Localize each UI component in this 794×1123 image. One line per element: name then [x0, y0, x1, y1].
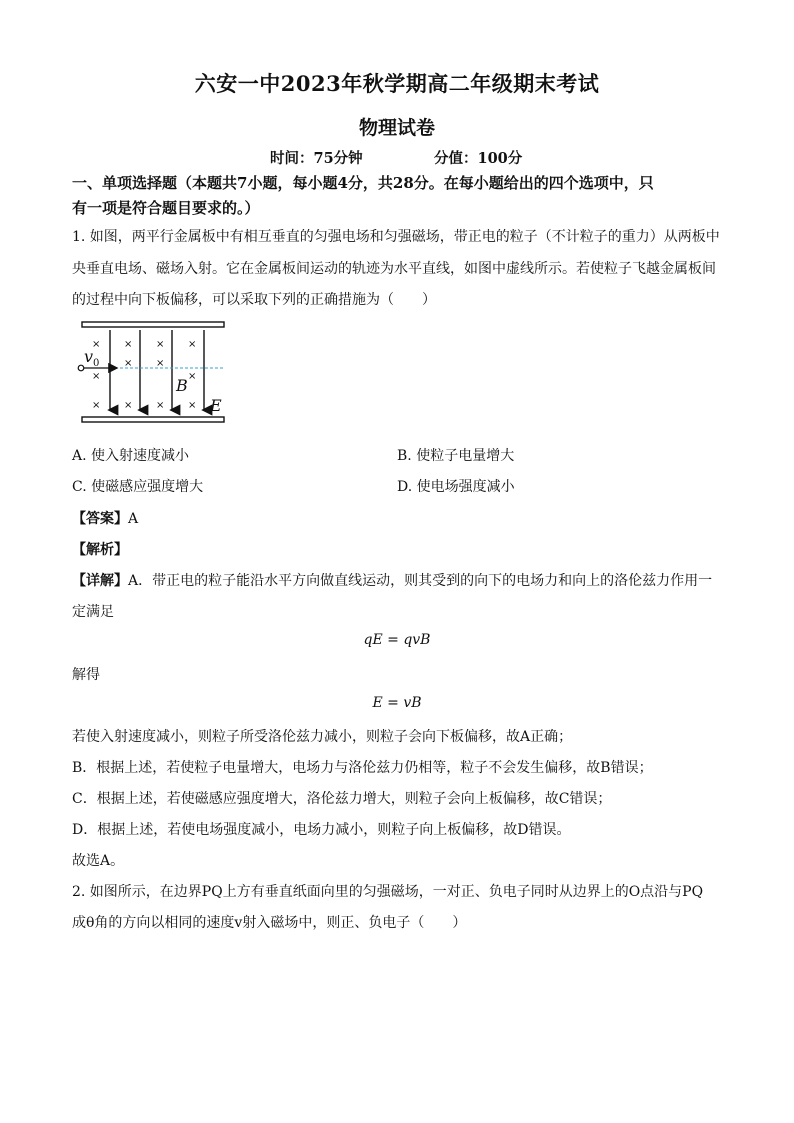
q2-stem-line1: 2. 如图所示，在边界PQ上方有垂直纸面向里的匀强磁场，一对正、负电子同时从边界上的O点沿与PQ: [72, 884, 704, 900]
b-cross: ×: [124, 339, 133, 350]
solve-label: 解得: [72, 667, 100, 683]
section-heading-line1: 一、单项选择题（本题共7小题，每小题4分，共28分。在每小题给出的四个选项中，只: [72, 174, 654, 192]
v0-label: $v_0$: [84, 347, 100, 369]
particle-entry-point: [78, 365, 84, 371]
formula-e-vb: E = vB: [372, 695, 422, 711]
q1-detail-line1: 【详解】A．带正电的粒子能沿水平方向做直线运动，则其受到的向下的电场力和向上的洛伦兹力作用一: [72, 573, 713, 589]
exam-title: 六安一中2023年秋学期高二年级期末考试: [194, 71, 600, 96]
b-cross: ×: [188, 400, 197, 411]
b-cross: ×: [124, 358, 133, 369]
b-cross: ×: [124, 400, 133, 411]
b-cross: ×: [156, 400, 165, 411]
detail-tag: 【详解】: [72, 573, 128, 589]
q1-stem-line3: 的过程中向下板偏移，可以采取下列的正确措施为（ ）: [72, 292, 436, 308]
q1-explain-c: C．根据上述，若使磁感应强度增大，洛伦兹力增大，则粒子会向上板偏移，故C错误；: [72, 791, 612, 807]
answer-tag: 【答案】: [72, 511, 128, 527]
analysis-tag: 【解析】: [72, 542, 128, 558]
q2-stem-line2: 成θ角的方向以相同的速度v射入磁场中，则正、负电子（ ）: [72, 915, 467, 931]
q1-stem-line2: 央垂直电场、磁场入射。它在金属板间运动的轨迹为水平直线，如图中虚线所示。若使粒子飞越金属板间: [72, 261, 716, 277]
q1-option-c: C. 使磁感应强度增大: [72, 479, 204, 495]
b-cross: ×: [92, 339, 101, 350]
q1-stem-line1: 1. 如图，两平行金属板中有相互垂直的匀强电场和匀强磁场，带正电的粒子（不计粒子的重力）从两板中: [72, 229, 720, 245]
q1-field-diagram: [72, 318, 242, 428]
exam-score: 分值：100分: [434, 150, 523, 167]
b-cross: ×: [156, 339, 165, 350]
q1-option-b: B. 使粒子电量增大: [397, 448, 515, 464]
magnetic-field-crosses: [92, 339, 196, 411]
b-cross: ×: [188, 371, 197, 382]
b-label: B: [176, 376, 188, 395]
top-plate: [82, 322, 224, 327]
q1-option-d: D. 使电场强度减小: [397, 479, 515, 495]
q1-explain-d: D．根据上述，若使电场强度减小，电场力减小，则粒子向上板偏移，故D错误。: [72, 822, 571, 838]
section-heading-line2: 有一项是符合题目要求的。）: [72, 199, 260, 217]
q1-option-a: A. 使入射速度减小: [72, 448, 190, 464]
exam-time: 时间：75分钟: [270, 150, 363, 167]
q1-answer: [72, 508, 138, 528]
bottom-plate: [82, 417, 224, 422]
q1-explain-b: B．根据上述，若使粒子电量增大，电场力与洛伦兹力仍相等，粒子不会发生偏移，故B错误；: [72, 760, 653, 776]
formula-qe-qvb: qE = qvB: [363, 632, 431, 648]
e-label: E: [210, 396, 222, 415]
b-cross: ×: [188, 339, 197, 350]
exam-subtitle: 物理试卷: [358, 117, 435, 139]
b-cross: ×: [156, 358, 165, 369]
q1-conclusion: 故选A。: [72, 853, 125, 869]
answer-value: A: [128, 511, 139, 527]
b-cross: ×: [92, 400, 101, 411]
q1-explain-a: 若使入射速度减小，则粒子所受洛伦兹力减小，则粒子会向下板偏移，故A正确；: [72, 729, 573, 745]
q1-detail-line2: 定满足: [72, 604, 114, 620]
b-cross: ×: [92, 371, 101, 382]
